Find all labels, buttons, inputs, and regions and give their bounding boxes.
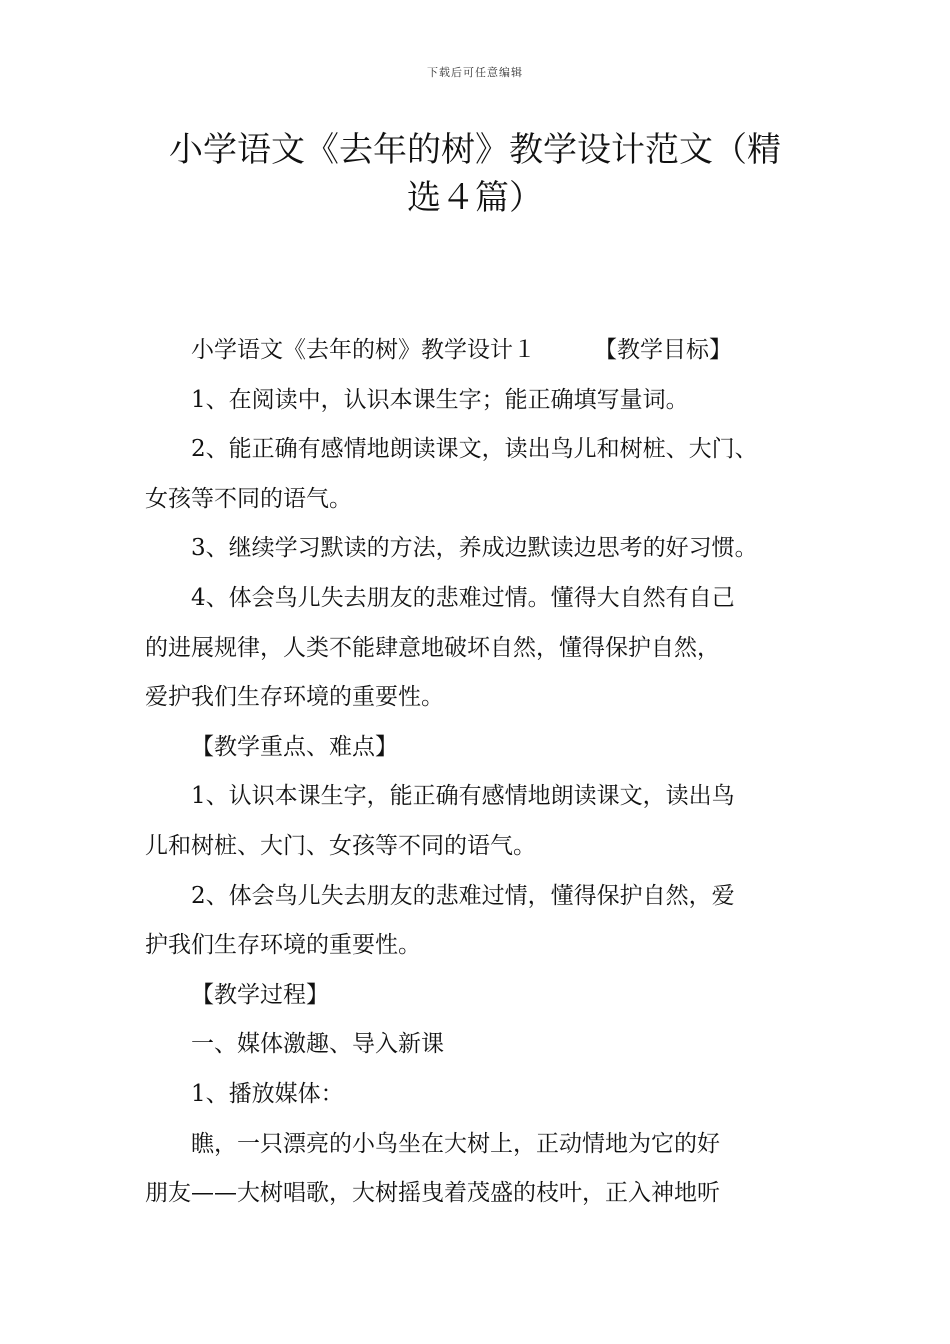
paragraph-line: 1、认识本课生字，能正确有感情地朗读课文，读出鸟: [191, 783, 735, 810]
paragraph-text: 一、媒体激趣、导入新课: [191, 1031, 444, 1058]
paragraph-line: 瞧，一只漂亮的小鸟坐在大树上，正动情地为它的好: [191, 1130, 720, 1157]
paragraph-line: 2、体会鸟儿失去朋友的悲难过情，懂得保护自然，爱: [191, 882, 735, 909]
document-body: [145, 326, 815, 1219]
paragraph-line: 2、能正确有感情地朗读课文，读出鸟儿和树桩、大门、: [191, 436, 758, 463]
paragraph-text: 【教学过程】: [191, 981, 329, 1008]
title-line-1: 小学语文《去年的树》教学设计范文（精: [169, 130, 781, 170]
paragraph-step-1-1: [145, 1070, 815, 1120]
paragraph-key-point-1: [145, 772, 815, 871]
paragraph-text: 3、继续学习默读的方法，养成边默读边思考的好习惯。: [191, 535, 758, 562]
paragraph-process-heading: [145, 971, 815, 1021]
paragraph-text: 1、播放媒体：: [191, 1080, 344, 1107]
page-header-note: 下载后可任意编辑: [427, 66, 523, 79]
title-line-2: 选４篇）: [407, 178, 543, 218]
paragraph-line: 的进展规律，人类不能肆意地破坏自然，懂得保护自然，: [145, 634, 720, 661]
paragraph-objective-2: [145, 425, 815, 524]
section-title: 小学语文《去年的树》教学设计１: [191, 337, 536, 363]
paragraph-text: 【教学重点、难点】: [191, 733, 398, 760]
paragraph-media-description: [145, 1120, 815, 1219]
paragraph-line: 儿和树桩、大门、女孩等不同的语气。: [145, 832, 536, 859]
section-subheading-objectives: 【教学目标】: [594, 337, 732, 363]
paragraph-objective-1: [145, 376, 815, 426]
paragraph-section-heading: [145, 326, 815, 376]
paragraph-line: 朋友——大树唱歌，大树摇曳着茂盛的枝叶，正入神地听: [145, 1180, 720, 1207]
document-title: [140, 126, 810, 222]
paragraph-line: 女孩等不同的语气。: [145, 485, 352, 512]
paragraph-key-points-heading: [145, 723, 815, 773]
paragraph-line: 护我们生存环境的重要性。: [145, 932, 421, 959]
paragraph-key-point-2: [145, 872, 815, 971]
paragraph-step-1: [145, 1020, 815, 1070]
paragraph-line: 爱护我们生存环境的重要性。: [145, 684, 444, 711]
paragraph-text: 1、在阅读中，认识本课生字；能正确填写量词。: [191, 386, 689, 413]
paragraph-objective-3: [145, 524, 815, 574]
paragraph-line: 4、体会鸟儿失去朋友的悲难过情。懂得大自然有自己: [191, 584, 735, 611]
paragraph-objective-4: [145, 574, 815, 723]
